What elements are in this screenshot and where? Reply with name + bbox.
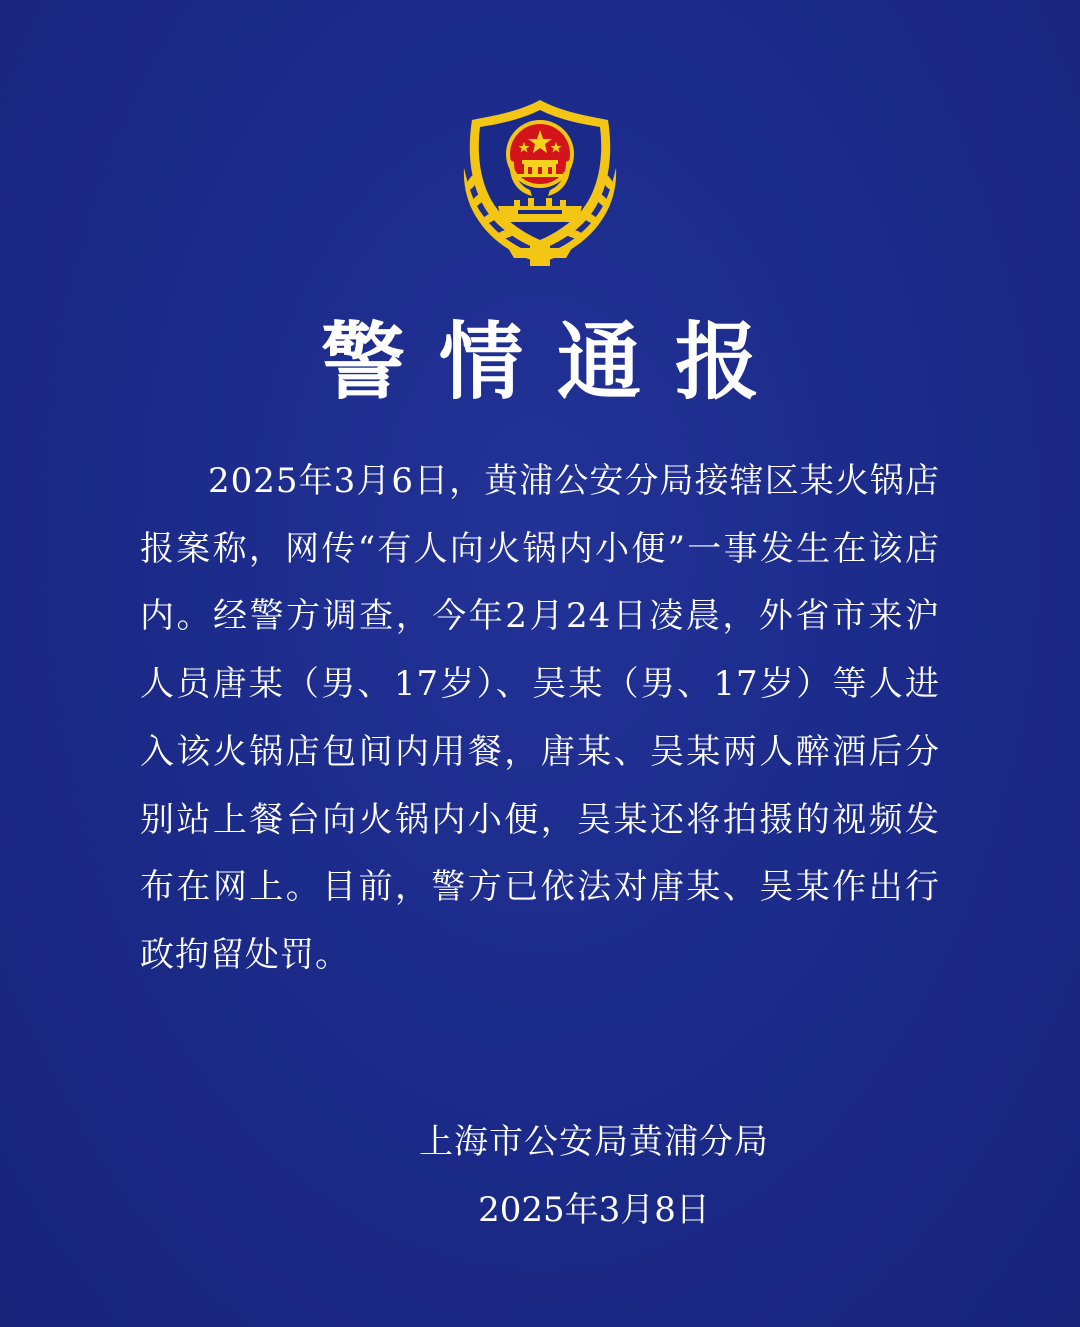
notice-body: 2025年3月6日，黄浦公安分局接辖区某火锅店报案称，网传“有人向火锅内小便”一事发生在该店内。经警方调查，今年2月24日凌晨，外省市来沪人员唐某（男、17岁）、吴某（男、17岁）等人进入该火锅店包间内用餐，唐某、吴某两人醉酒后分别站上餐台向火锅内小便，吴某还将拍摄的视频发布在网上。目前，警方已依法对唐某、吴某作出行政拘留处罚。 (140, 461, 940, 975)
police-emblem-icon (458, 98, 622, 270)
issuing-unit: 上海市公安局黄浦分局 (419, 1122, 769, 1162)
issue-date: 2025年3月8日 (478, 1190, 710, 1230)
notice-title: 警情通报 (320, 313, 793, 411)
